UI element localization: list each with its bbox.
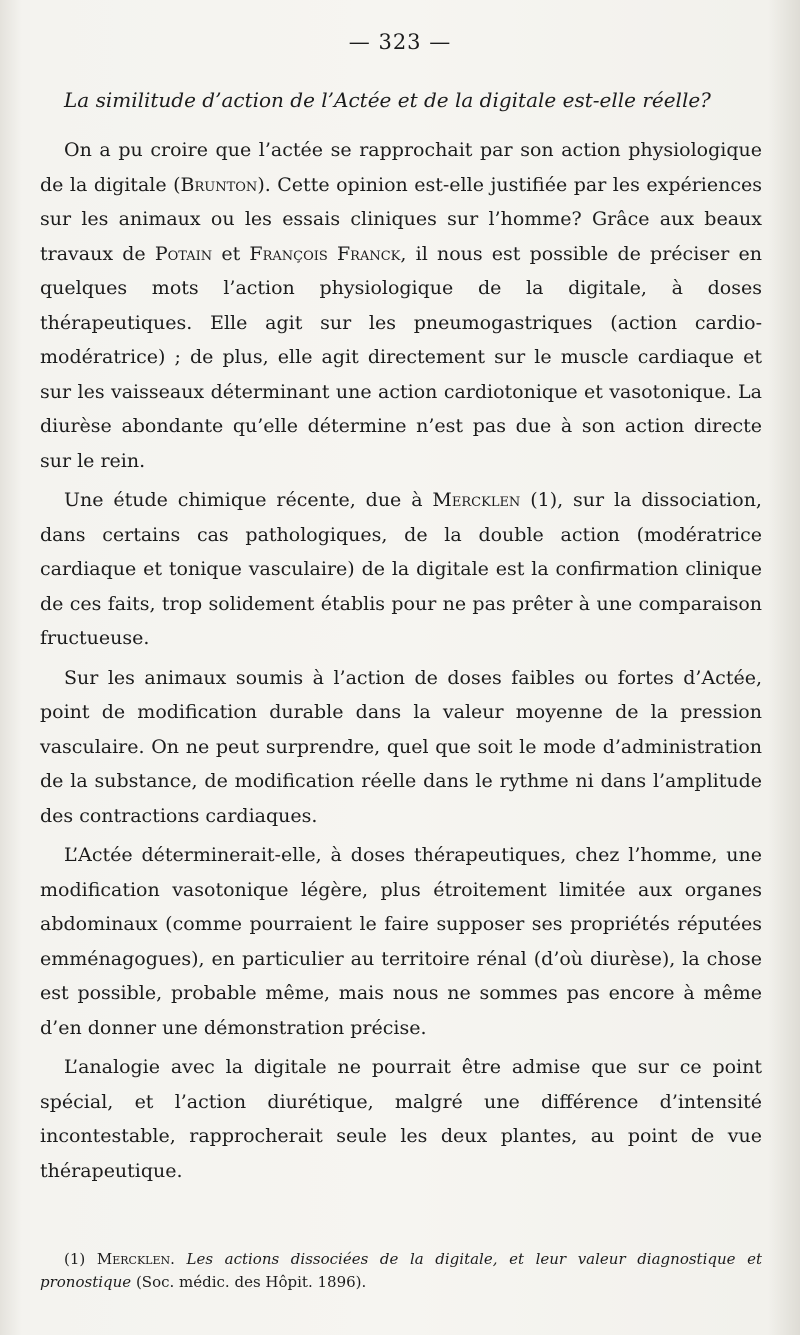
author-francois-franck: François Franck bbox=[249, 242, 401, 265]
paragraph-4: L’Actée déterminerait-elle, à doses thérapeutiques, chez l’homme, une modification vasotonique légère, plus étroitement limitée aux organes abdominaux (comme pourraient le faire supposer ses propriétés réputées emménagogues), en particulier au territoire rénal (d’où diurèse), la chose est possible, probable même, mais nous ne sommes pas encore à même d’en donner une démonstration précise. bbox=[40, 844, 762, 1039]
body-text bbox=[40, 133, 762, 1193]
paragraph-2 bbox=[40, 483, 762, 656]
section-heading: La similitude d’action de l’Actée et de la digitale est-elle réelle? bbox=[64, 88, 711, 112]
paragraph-1-text-d: , il nous est possible de préciser en quelques mots l’action physiologique de la digitale, à doses thérapeutiques. Elle agit sur les pneumogastriques (action cardio-modératrice) ; de plus, elle agit directement sur le muscle cardiaque et sur les vaisseaux déterminant une action cardiotonique et vasotonique. La diurèse abondante qu’elle détermine n’est pas due à son action directe sur le rein. bbox=[40, 242, 763, 472]
paragraph-1-text-b: ). Cette opinion est-elle justifiée par les expériences sur les animaux ou les essais cliniques sur l’homme? Grâce aux beaux travaux de bbox=[40, 173, 763, 265]
paragraph-5: L’analogie avec la digitale ne pourrait être admise que sur ce point spécial, et l’action diurétique, malgré une différence d’intensité incontestable, rapprocherait seule les deux plantes, au point de vue thérapeutique. bbox=[40, 1056, 762, 1182]
footnote-marker: (1) bbox=[64, 1250, 97, 1268]
author-potain: Potain bbox=[154, 242, 213, 265]
footnote-source: (Soc. médic. des Hôpit. 1896). bbox=[131, 1273, 367, 1291]
author-mercklen: Mercklen bbox=[432, 489, 521, 511]
footnote bbox=[40, 1248, 762, 1294]
paragraph-1-text-a: On a pu croire que l’actée se rapprochait par son action physiologique de la digitale ( bbox=[40, 139, 762, 196]
paragraph-2-text-a: Une étude chimique récente, due à bbox=[64, 489, 433, 511]
paragraph-2-text-b: (1), sur la dissociation, dans certains cas pathologiques, de la double action (modératrice cardiaque et tonique vasculaire) de la digitale est la confirmation clinique de ces faits, trop solidement établis pour ne pas prêter à une comparaison fructueuse. bbox=[40, 489, 762, 649]
paragraph-1 bbox=[40, 133, 762, 478]
footnote-title: Les actions dissociées de la digitale, et leur valeur diagnostique et pronostique bbox=[40, 1250, 763, 1291]
page-number: — 323 — bbox=[348, 30, 452, 54]
paragraph-1-text-c: et bbox=[212, 242, 250, 265]
paragraph-3: Sur les animaux soumis à l’action de doses faibles ou fortes d’Actée, point de modification durable dans la valeur moyenne de la pression vasculaire. On ne peut surprendre, quel que soit le mode d’administration de la substance, de modification réelle dans le rythme ni dans l’amplitude des contractions cardiaques. bbox=[40, 666, 762, 827]
author-brunton: Brunton bbox=[180, 173, 258, 196]
footnote-separator: . bbox=[170, 1250, 187, 1268]
footnote-author: Mercklen bbox=[96, 1250, 171, 1268]
